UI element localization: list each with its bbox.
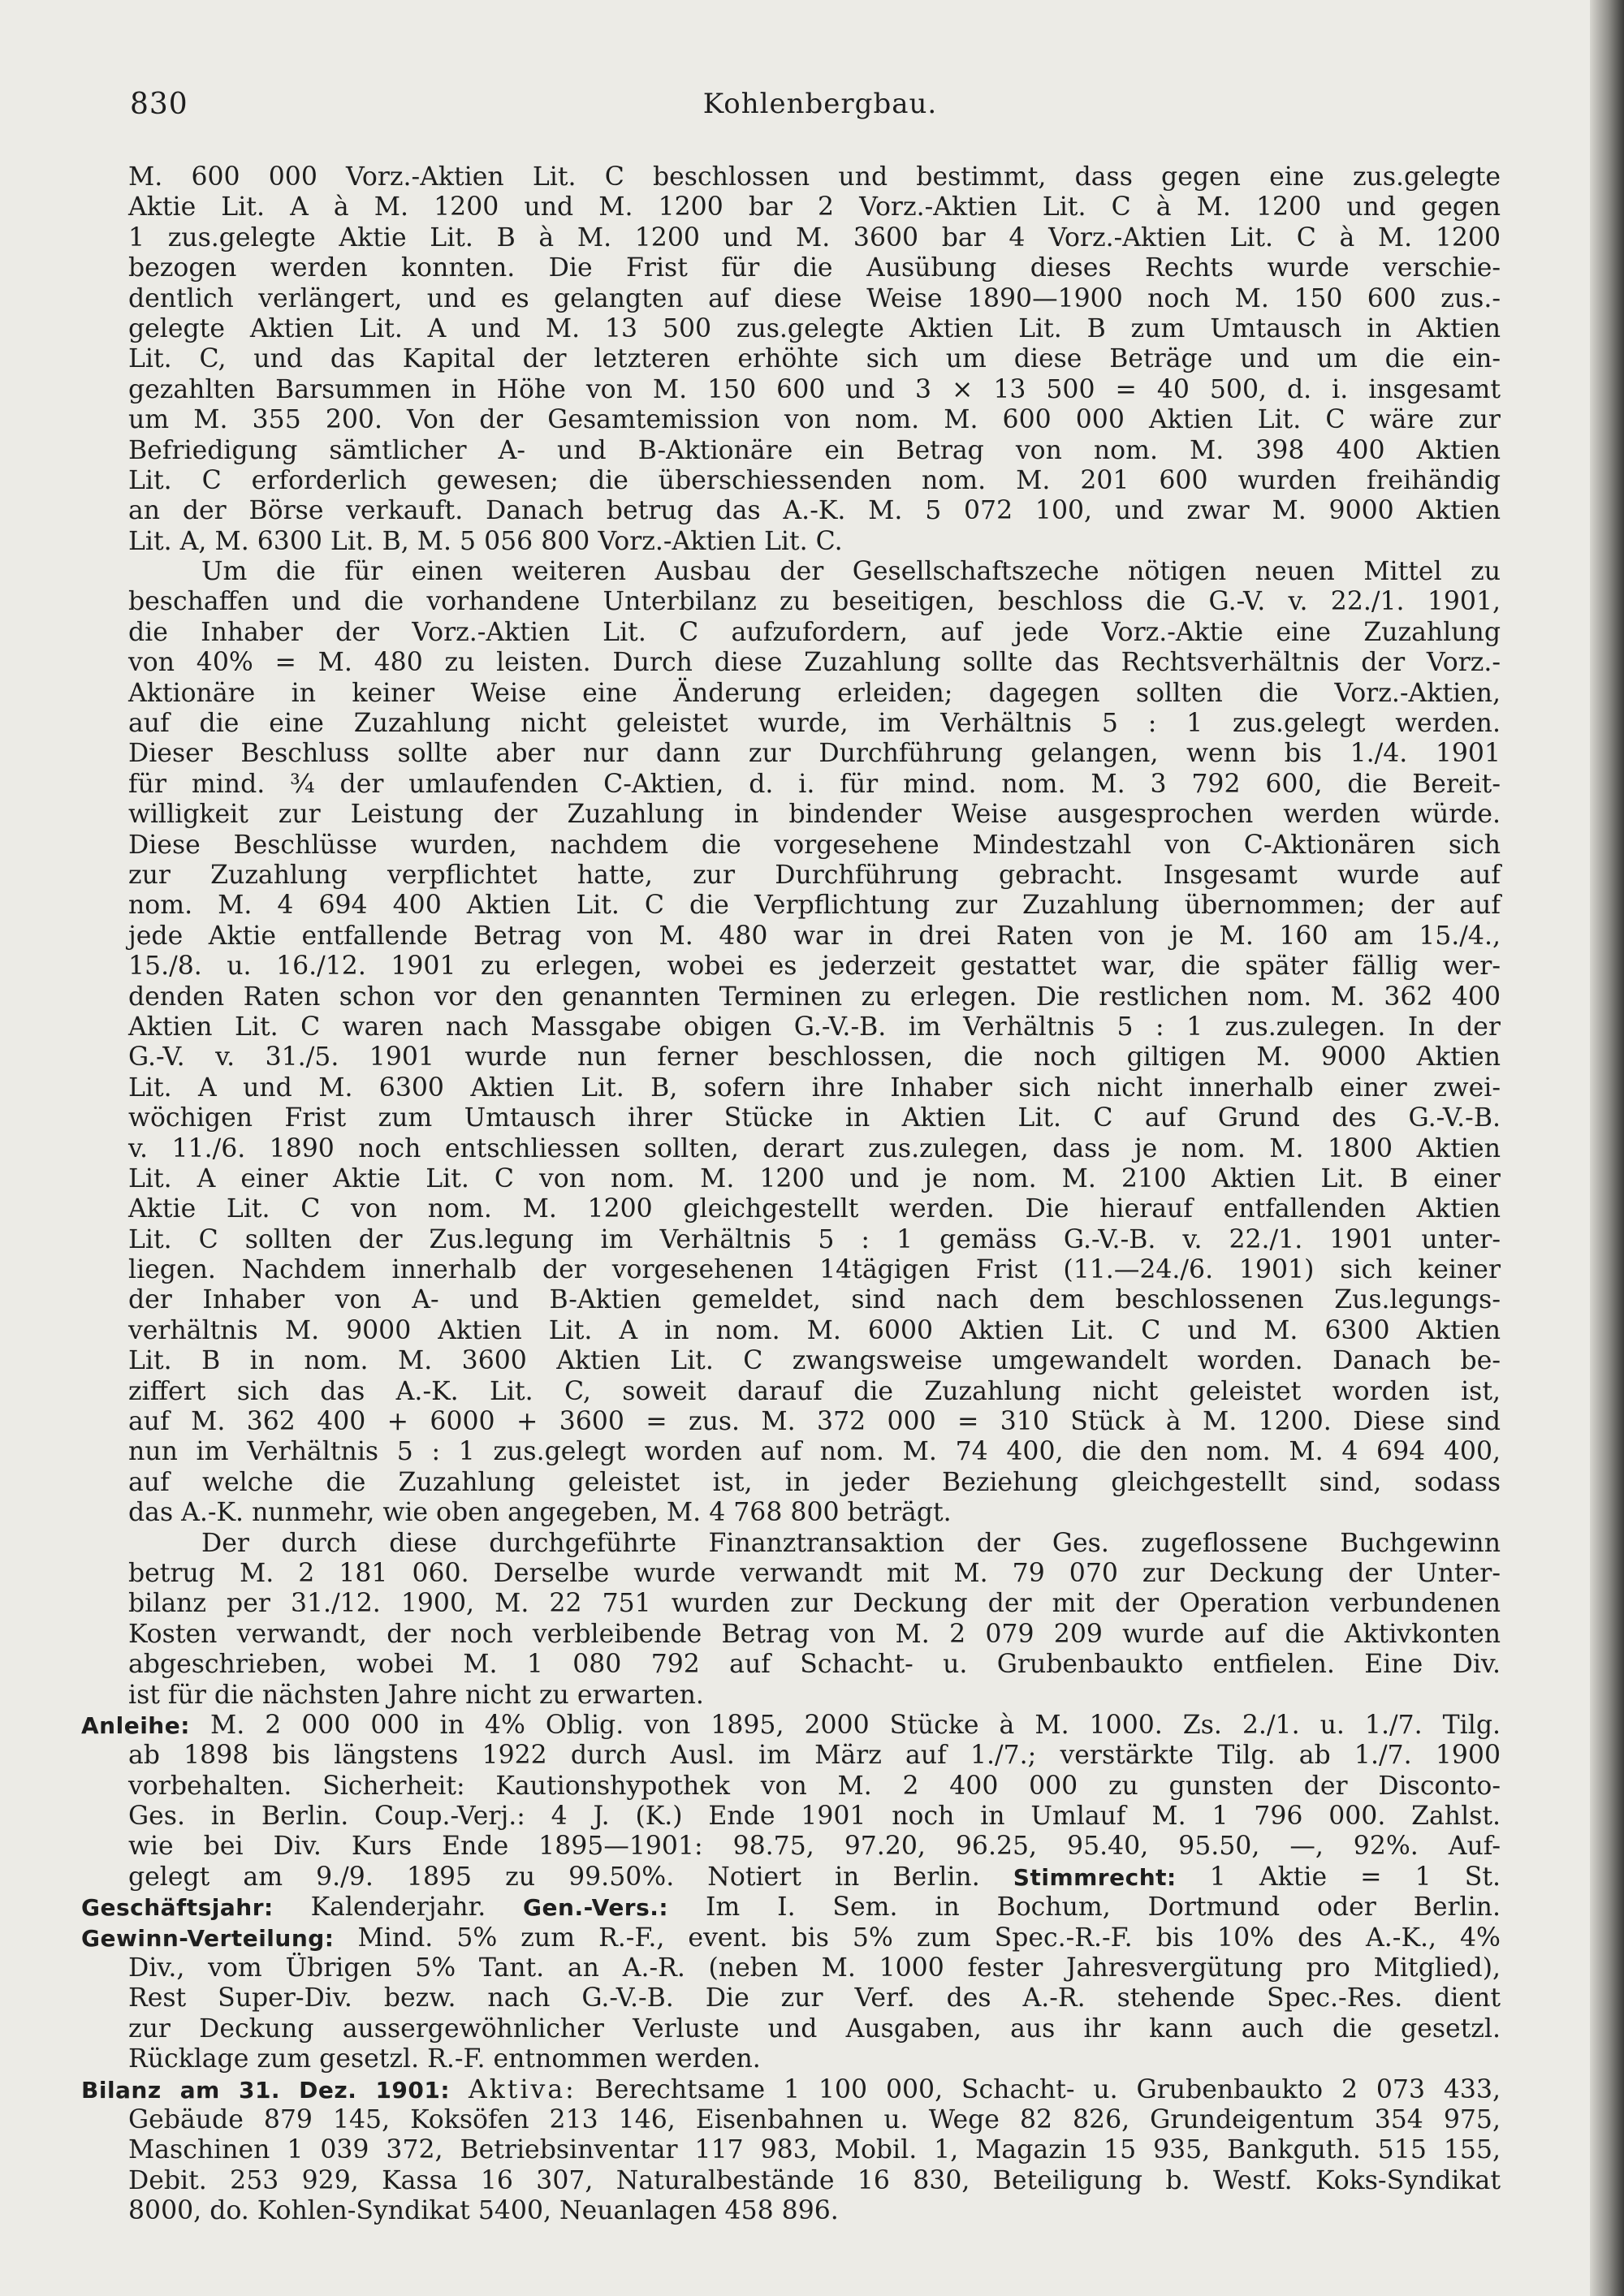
text-line: zur Deckung aussergewöhnlicher Verluste und Ausgaben, aus ihr kann auch die gesetzl.: [128, 2013, 1501, 2044]
text-line: nom. M. 4 694 400 Aktien Lit. C die Verpflichtung zur Zuzahlung übernommen; der auf: [128, 891, 1501, 921]
text-line: willigkeit zur Leistung der Zuzahlung in bindender Weise ausgesprochen werden würde.: [128, 800, 1501, 830]
text-line: gelegte Aktien Lit. A und M. 13 500 zus.gelegte Aktien Lit. B zum Umtausch in Aktien: [128, 313, 1501, 343]
text-line: beschaffen und die vorhandene Unterbilanz zu beseitigen, beschloss die G.-V. v. 22./1. 1901,: [128, 587, 1501, 617]
text-line: wöchigen Frist zum Umtausch ihrer Stücke in Aktien Lit. C auf Grund des G.-V.-B.: [128, 1103, 1501, 1133]
text-line: auf welche die Zuzahlung geleistet ist, in jeder Beziehung gleichgestellt sind, sodass: [128, 1467, 1501, 1497]
text-line: Lit. B in nom. M. 3600 Aktien Lit. C zwangsweise umgewandelt worden. Danach be-: [128, 1346, 1501, 1376]
running-title: Kohlenbergbau.: [702, 88, 938, 120]
anleihe-line: [81, 1711, 1501, 1741]
text-line: Lit. A einer Aktie Lit. C von nom. M. 1200 und je nom. M. 2100 Aktien Lit. B einer: [128, 1163, 1501, 1193]
text-line: betrug M. 2 181 060. Derselbe wurde verwandt mit M. 79 070 zur Deckung der Unter-: [128, 1558, 1501, 1588]
text-line: Gebäude 879 145, Koksöfen 213 146, Eisenbahnen u. Wege 82 826, Grundeigentum 354 975,: [128, 2105, 1501, 2134]
text-line: Kosten verwandt, der noch verbleibende Betrag von M. 2 079 209 wurde auf die Aktivkonten: [128, 1619, 1501, 1649]
text-line: Aktie Lit. A à M. 1200 und M. 1200 bar 2 Vorz.-Aktien Lit. C à M. 1200 und gegen: [128, 192, 1501, 222]
aktiva-label: Aktiva:: [468, 2074, 577, 2104]
text-line: Lit. A und M. 6300 Aktien Lit. B, sofern ihre Inhaber sich nicht innerhalb einer zwei-: [128, 1072, 1501, 1103]
text-line: Dieser Beschluss sollte aber nur dann zur Durchführung gelangen, wenn bis 1./4. 1901: [128, 739, 1501, 769]
stimmrecht-label: Stimmrecht:: [1013, 1863, 1177, 1891]
text-line: an der Börse verkauft. Danach betrug das A.-K. M. 5 072 100, und zwar M. 9000 Aktien: [128, 496, 1501, 526]
text-line: 1 zus.gelegte Aktie Lit. B à M. 1200 und M. 3600 bar 4 Vorz.-Aktien Lit. C à M. 1200: [128, 222, 1501, 252]
text-line: 15./8. u. 16./12. 1901 zu erlegen, wobei es jederzeit gestattet war, die später fällig wer-: [128, 952, 1501, 982]
gewinn-line: [81, 1923, 1501, 1953]
bilanz-line: [81, 2075, 1501, 2105]
body-text: [81, 162, 1501, 2227]
text-line: bilanz per 31./12. 1900, M. 22 751 wurden zur Deckung der mit der Operation verbundenen: [128, 1589, 1501, 1619]
stimmrecht-text: 1 Aktie = 1 St.: [1209, 1862, 1501, 1892]
gewinn-text: Mind. 5% zum R.-F., event. bis 5% zum Spec.-R.-F. bis 10% des A.-K., 4%: [357, 1923, 1501, 1953]
text-line: Lit. C, und das Kapital der letzteren erhöhte sich um diese Beträge und um die ein-: [128, 344, 1501, 374]
text-line: gezahlten Barsummen in Höhe von M. 150 600 und 3 × 13 500 = 40 500, d. i. insgesamt: [128, 374, 1501, 404]
text-line: Ges. in Berlin. Coup.-Verj.: 4 J. (K.) Ende 1901 noch in Umlauf M. 1 796 000. Zahlst.: [128, 1802, 1501, 1832]
text-line: dentlich verlängert, und es gelangten auf diese Weise 1890—1900 noch M. 150 600 zus.-: [128, 283, 1501, 313]
text-line: jede Aktie entfallende Betrag von M. 480 war in drei Raten von je M. 160 am 15./4.,: [128, 921, 1501, 951]
text-line: Befriedigung sämtlicher A- und B-Aktionäre ein Betrag von nom. M. 398 400 Aktien: [128, 435, 1501, 465]
text-line: Aktie Lit. C von nom. M. 1200 gleichgestellt werden. Die hierauf entfallenden Aktien: [128, 1194, 1501, 1224]
text-line: liegen. Nachdem innerhalb der vorgesehenen 14tägigen Frist (11.—24./6. 1901) sich keiner: [128, 1255, 1501, 1285]
text-line: M. 600 000 Vorz.-Aktien Lit. C beschlossen und bestimmt, dass gegen eine zus.gelegte: [128, 162, 1501, 192]
text-line: denden Raten schon vor den genannten Terminen zu erlegen. Die restlichen nom. M. 362 400: [128, 982, 1501, 1012]
text-line: ziffert sich das A.-K. Lit. C, soweit darauf die Zuzahlung nicht geleistet worden ist,: [128, 1376, 1501, 1406]
anleihe-label: Anleihe:: [81, 1711, 190, 1739]
gen-vers-text: Im I. Sem. in Bochum, Dortmund oder Berlin.: [705, 1892, 1501, 1923]
text-line: G.-V. v. 31./5. 1901 wurde nun ferner beschlossen, die noch giltigen M. 9000 Aktien: [128, 1042, 1501, 1072]
text-line: Rücklage zum gesetzl. R.-F. entnommen werden.: [128, 2044, 761, 2074]
text-line: Diese Beschlüsse wurden, nachdem die vorgesehene Mindestzahl von C-Aktionären sich: [128, 830, 1501, 860]
text-line: das A.-K. nunmehr, wie oben angegeben, M. 4 768 800 beträgt.: [128, 1498, 952, 1528]
text-line: Maschinen 1 039 372, Betriebsinventar 117 983, Mobil. 1, Magazin 15 935, Bankguth. 515 155,: [128, 2135, 1501, 2165]
anleihe-text: M. 2 000 000 in 4% Oblig. von 1895, 2000 Stücke à M. 1000. Zs. 2./1. u. 1./7. Tilg.: [209, 1710, 1501, 1740]
gewinn-label: Gewinn-Verteilung:: [81, 1924, 335, 1952]
text-line: Aktionäre in keiner Weise eine Änderung erleiden; dagegen sollten die Vorz.-Aktien,: [128, 678, 1501, 708]
text-line: Rest Super-Div. bezw. nach G.-V.-B. Die zur Verf. des A.-R. stehende Spec.-Res. dient: [128, 1983, 1501, 2013]
text-line: Lit. A, M. 6300 Lit. B, M. 5 056 800 Vorz.-Aktien Lit. C.: [128, 526, 843, 556]
text-line: Lit. C erforderlich gewesen; die überschiessenden nom. M. 201 600 wurden freihändig: [128, 465, 1501, 495]
gen-vers-label: Gen.-Vers.:: [523, 1894, 669, 1922]
geschaeftsjahr-line: [81, 1892, 1501, 1923]
text-line: v. 11./6. 1890 noch entschliessen sollten, derart zus.zulegen, dass je nom. M. 1800 Aktien: [128, 1133, 1501, 1163]
geschaeftsjahr-text: Kalenderjahr.: [310, 1892, 486, 1923]
text-line: auf M. 362 400 + 6000 + 3600 = zus. M. 372 000 = 310 Stück à M. 1200. Diese sind: [128, 1407, 1501, 1437]
text-line: von 40% = M. 480 zu leisten. Durch diese Zuzahlung sollte das Rechtsverhältnis der Vorz.-: [128, 648, 1501, 678]
bilanz-text: Berechtsame 1 100 000, Schacht- u. Grubenbaukto 2 073 433,: [594, 2074, 1501, 2104]
text-line: Lit. C sollten der Zus.legung im Verhältnis 5 : 1 gemäss G.-V.-B. v. 22./1. 1901 unter-: [128, 1224, 1501, 1254]
text-line: Debit. 253 929, Kassa 16 307, Naturalbestände 16 830, Beteiligung b. Westf. Koks-Syndikat: [128, 2165, 1501, 2195]
text-line: wie bei Div. Kurs Ende 1895—1901: 98.75, 97.20, 96.25, 95.40, 95.50, —, 92%. Auf-: [128, 1832, 1501, 1862]
text-line: verhältnis M. 9000 Aktien Lit. A in nom. M. 6000 Aktien Lit. C und M. 6300 Aktien: [128, 1315, 1501, 1345]
book-spine-edge: [1590, 0, 1624, 2296]
text-line: abgeschrieben, wobei M. 1 080 792 auf Schacht- u. Grubenbaukto entfielen. Eine Div.: [128, 1650, 1501, 1680]
text-line: Div., vom Übrigen 5% Tant. an A.-R. (neben M. 1000 fester Jahresvergütung pro Mitglied),: [128, 1953, 1501, 1983]
paragraph-start: Um die für einen weiteren Ausbau der Gesellschaftszeche nötigen neuen Mittel zu: [201, 557, 1501, 587]
text-line: um M. 355 200. Von der Gesamtemission von nom. M. 600 000 Aktien Lit. C wäre zur: [128, 405, 1501, 435]
text-line: ist für die nächsten Jahre nicht zu erwarten.: [128, 1680, 704, 1710]
page-header: [130, 88, 1510, 136]
anleihe-last: gelegt am 9./9. 1895 zu 99.50%. Notiert in Berlin.: [128, 1862, 980, 1892]
paragraph-start: Der durch diese durchgeführte Finanztransaktion der Ges. zugeflossene Buchgewinn: [201, 1528, 1501, 1558]
text-line: die Inhaber der Vorz.-Aktien Lit. C aufzufordern, auf jede Vorz.-Aktie eine Zuzahlung: [128, 617, 1501, 647]
page-number: 830: [130, 88, 188, 121]
text-line: 8000, do. Kohlen-Syndikat 5400, Neuanlagen 458 896.: [128, 2196, 839, 2226]
geschaeftsjahr-label: Geschäftsjahr:: [81, 1894, 274, 1922]
text-line: [128, 1862, 1501, 1892]
text-line: ab 1898 bis längstens 1922 durch Ausl. im März auf 1./7.; verstärkte Tilg. ab 1./7. 1900: [128, 1741, 1501, 1771]
text-line: der Inhaber von A- und B-Aktien gemeldet, sind nach dem beschlossenen Zus.legungs-: [128, 1285, 1501, 1315]
text-line: zur Zuzahlung verpflichtet hatte, zur Durchführung gebracht. Insgesamt wurde auf: [128, 860, 1501, 890]
text-line: Aktien Lit. C waren nach Massgabe obigen G.-V.-B. im Verhältnis 5 : 1 zus.zulegen. In der: [128, 1012, 1501, 1042]
text-line: auf die eine Zuzahlung nicht geleistet wurde, im Verhältnis 5 : 1 zus.gelegt werden.: [128, 709, 1501, 739]
text-line: vorbehalten. Sicherheit: Kautionshypothek von M. 2 400 000 zu gunsten der Disconto-: [128, 1771, 1501, 1801]
bilanz-label: Bilanz am 31. Dez. 1901:: [81, 2076, 451, 2104]
text-line: bezogen werden konnten. Die Frist für die Ausübung dieses Rechts wurde verschie-: [128, 253, 1501, 283]
text-line: für mind. ¾ der umlaufenden C-Aktien, d. i. für mind. nom. M. 3 792 600, die Bereit-: [128, 769, 1501, 799]
text-line: nun im Verhältnis 5 : 1 zus.gelegt worden auf nom. M. 74 400, die den nom. M. 4 694 400,: [128, 1437, 1501, 1467]
